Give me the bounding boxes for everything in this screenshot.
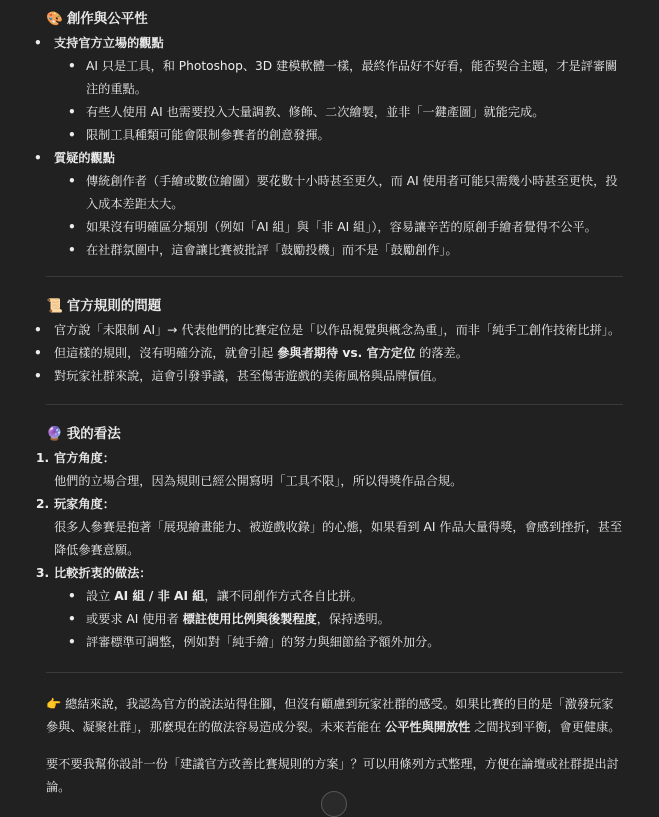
list-item	[64, 608, 623, 631]
bold-text: 參與者期待 vs. 官方定位	[277, 346, 416, 360]
bold-text: AI 組 / 非 AI 組	[114, 589, 205, 603]
palette-icon: 🎨	[46, 11, 63, 27]
list-item	[64, 585, 623, 608]
text: 的落差。	[415, 346, 468, 360]
section-title: 官方規則的問題	[66, 298, 162, 314]
list-item: • AI 只是工具，和 Photoshop、3D 建模軟體一樣，最終作品好不好看，能否契合主題，才是評審關注的重點。	[64, 55, 623, 101]
text: 或要求 AI 使用者	[86, 612, 183, 626]
divider	[46, 276, 623, 277]
list-number: 2.	[36, 497, 50, 511]
text: 總結來說，我認為官方的說法站得住腳，但沒有顧慮到玩家社群的感受。如果比賽的目的是「激發玩家參與、凝聚社群」，那麼現在的做法容易造成分裂。未來若能在	[46, 697, 614, 734]
creativity-list	[32, 32, 623, 262]
text: 設立	[86, 589, 115, 603]
item-text: 很多人參賽是抱著「展現繪畫能力、被遊戲收錄」的心態，如果看到 AI 作品大量得獎，會感到挫折，甚至降低參賽意願。	[54, 520, 623, 557]
list-item: • 有些人使用 AI 也需要投入大量調教、修飾、二次繪製，並非「一鍵產圖」就能完成。	[64, 101, 623, 124]
text: 之間找到平衡，會更健康。	[470, 720, 621, 734]
item-label: 官方角度：	[54, 451, 115, 465]
item-label: 比較折衷的做法：	[54, 566, 152, 580]
section-heading-creativity	[46, 6, 623, 32]
text: ，讓不同創作方式各自比拼。	[204, 589, 363, 603]
list-item: • 限制工具種類可能會限制參賽者的創意發揮。	[64, 124, 623, 147]
list-item: • 對玩家社群來說，這會引發爭議，甚至傷害遊戲的美術風格與品牌價值。	[32, 365, 623, 388]
group-label-support: 支持官方立場的觀點	[54, 36, 164, 50]
text: 但這樣的規則，沒有明確分流，就會引起	[54, 346, 278, 360]
bold-text: 標註使用比例與後製程度	[182, 612, 317, 626]
list-number: 3.	[36, 566, 50, 580]
crystal-ball-icon: 🔮	[46, 426, 63, 442]
pointing-hand-icon: 👉	[46, 697, 62, 711]
list-item: • 在社群氛圍中，這會讓比賽被批評「鼓勵投機」而不是「鼓勵創作」。	[64, 239, 623, 262]
list-item	[32, 493, 623, 562]
list-item	[32, 562, 623, 654]
text: ，保持透明。	[316, 612, 390, 626]
followup-paragraph: 要不要我幫你設計一份「建議官方改善比賽規則的方案」？可以用條列方式整理，方便在論壇或社群提出討論。	[46, 757, 619, 794]
divider	[46, 672, 623, 673]
section-title: 我的看法	[66, 426, 121, 442]
rules-list	[32, 319, 623, 388]
list-item: • 官方說「未限制 AI」→ 代表他們的比賽定位是「以作品視覺與概念為重」，而非「純手工創作技術比拼」。	[32, 319, 623, 342]
opinion-list	[32, 447, 623, 654]
list-number: 1.	[36, 451, 50, 465]
list-item	[32, 342, 623, 365]
group-label-doubt: 質疑的觀點	[54, 151, 115, 165]
scroll-down-button[interactable]	[321, 791, 347, 817]
list-item	[32, 32, 623, 147]
item-label: 玩家角度：	[54, 497, 115, 511]
divider	[46, 404, 623, 405]
item-text: 他們的立場合理，因為規則已經公開寫明「工具不限」，所以得獎作品合規。	[54, 474, 463, 488]
doubt-list	[64, 170, 623, 262]
scroll-icon: 📜	[46, 298, 63, 314]
list-item: • 傳統創作者（手繪或數位繪圖）要花數十小時甚至更久，而 AI 使用者可能只需幾小時甚至更快，投入成本差距太大。	[64, 170, 623, 216]
conclusion-paragraph	[46, 693, 623, 739]
compromise-list	[64, 585, 623, 654]
section-title: 創作與公平性	[66, 11, 148, 27]
list-item: • 評審標準可調整，例如對「純手繪」的努力與細節給予額外加分。	[64, 631, 623, 654]
support-list	[64, 55, 623, 147]
section-heading-opinion	[46, 421, 623, 447]
list-item	[32, 447, 623, 493]
list-item: • 如果沒有明確區分類別（例如「AI 組」與「非 AI 組」），容易讓辛苦的原創手繪者覺得不公平。	[64, 216, 623, 239]
bold-text: 公平性與開放性	[385, 720, 471, 734]
list-item	[32, 147, 623, 262]
section-heading-rules	[46, 293, 623, 319]
